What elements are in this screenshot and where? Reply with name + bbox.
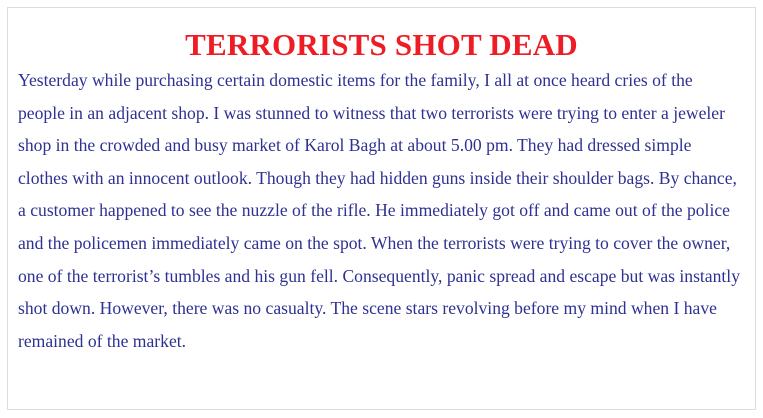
article-title: TERRORISTS SHOT DEAD — [185, 27, 578, 62]
article-body: Yesterday while purchasing certain domestic items for the family, I all at once heard cries of the people in an adjacent shop. I was stunned to witness that two terrorists were trying to enter a jeweler shop in the crowded and busy market of Karol Bagh at about 5.00 pm. They had dressed simple clothes with an innocent outlook. Though they had hidden guns inside their shoulder bags. By chance, a customer happened to see the nuzzle of the rifle. He immediately got off and came out of the police and the policemen immediately came on the spot. When the terrorists were trying to cover the owner, one of the terrorist’s tumbles and his gun fell. Consequently, panic spread and escape but was instantly shot down. However, there was no casualty. The scene stars revolving before my mind when I have remained of the market. — [18, 70, 740, 351]
article-card — [7, 7, 756, 410]
